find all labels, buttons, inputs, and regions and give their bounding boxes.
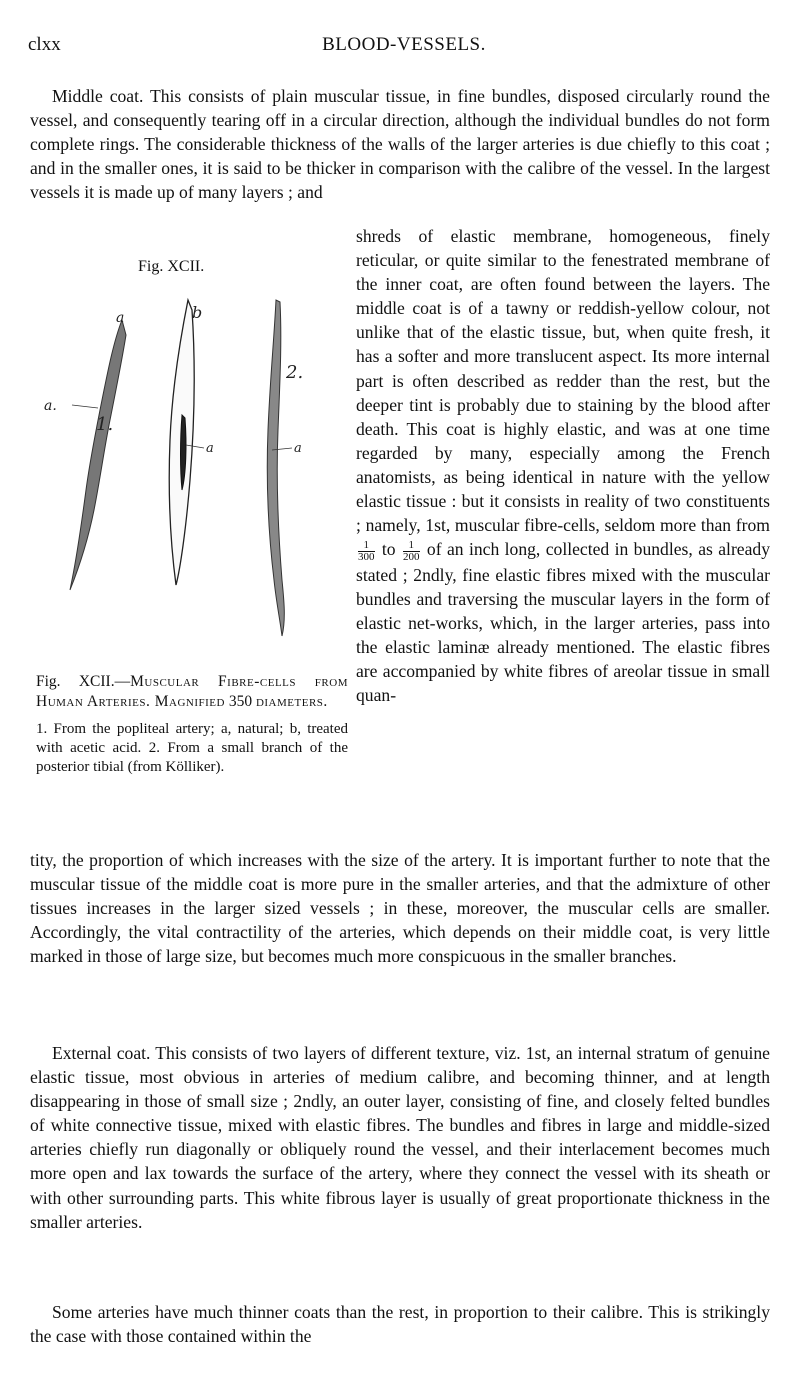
caption-fig-ref: Fig. XCII.— [36, 673, 131, 690]
paragraph-thin-coats: Some arteries have much thinner coats than the rest, in proportion to their calibre. This is strikingly the case with those contained within the [30, 1302, 770, 1347]
running-title: BLOOD-VESSELS. [322, 34, 486, 55]
paragraph-external-coat: External coat. This consists of two layers of different texture, viz. 1st, an internal stratum of genuine elastic tissue, most obvious in arteries of medium calibre, and becoming thinner, and at length disappearing in those of small size ; 2ndly, an outer layer, consisting of fine, and closely felted bundles of white connective tissue, mixed with elastic fibres. The bundles and fibres in large and middle-sized arteries chiefly run diagonally or obliquely round the vessel, and their interlacement becomes much more open and lax towards the surface of the artery, where they connect the vessel with its sheath or with other surrounding parts. This white fibrous layer is usually of great proportionate thickness in the smaller arteries. [30, 1043, 770, 1232]
caption-magnification: 350 [228, 693, 253, 710]
label-a-top: a [116, 310, 125, 326]
word-to: to [381, 539, 396, 560]
leader-line-a [72, 405, 98, 408]
label-a-right: a [294, 441, 302, 456]
fibre-cell-3 [267, 300, 284, 636]
fraction-one-200 [403, 540, 420, 563]
fraction-one-300 [358, 540, 375, 563]
right-column-part1: shreds of elastic membrane, homogeneous, finely reticular, or quite similar to the fenestrated membrane of the inner coat, are often found between the layers. The middle coat is of a tawny or reddish-yellow colour, not unlike that of the elastic tissue, but, when quite fresh, it has a softer and more translucent aspect. Its more internal part is often described as redder than the rest, but the deeper tint is probably due to staining by the blood after death. This coat is highly elastic, and was at one time regarded by many, especially among the French anatomists, as being identical in nature with the yellow elastic tissue : but it consists in reality of two constituents ; namely, 1st, muscular fibre-cells, seldom more than from [356, 226, 770, 536]
label-one: 1. [96, 414, 114, 435]
label-a-left: a. [44, 398, 57, 414]
caption-title-text: Muscular Fibre-cells from Human Arteries. Magnified [36, 673, 348, 710]
page-number: clxx [28, 34, 61, 55]
figure-xcii [30, 250, 350, 660]
fraction2-numerator: 1 [403, 540, 420, 552]
fraction1-numerator: 1 [358, 540, 375, 552]
paragraph-middle-coat: Middle coat. This consists of plain muscular tissue, in fine bundles, disposed circularly round the vessel, and consequently tearing off in a circular direction, although the individual bundles do not form complete rings. The considerable thickness of the walls of the larger arteries is due chiefly to this coat ; and in the smaller ones, it is said to be thicker in comparison with the calibre of the vessel. In the largest vessels it is made up of many layers ; and [30, 86, 770, 203]
fraction1-denominator: 300 [358, 550, 375, 563]
label-b: b [192, 303, 203, 322]
fibre-cell-1 [70, 320, 126, 590]
right-column-part2: of an inch long, collected in bundles, as already stated ; 2ndly, fine elastic fibres mixed with the muscular bundles and traversing the muscular layers in the form of elastic net-works, which, in the larger arteries, pass into the elastic laminæ already mentioned. The elastic fibres are accompanied by white fibres of areolar tissue in small quan- [356, 539, 771, 706]
right-column-text [356, 224, 770, 707]
caption-title-end: diameters. [255, 693, 328, 710]
label-a-middle: a [206, 441, 214, 456]
running-header [24, 34, 784, 60]
label-two: 2. [286, 362, 304, 383]
paragraph-right-column [356, 224, 770, 707]
figure-caption [36, 672, 348, 777]
caption-body: 1. From the popliteal artery; a, natural; b, treated with acetic acid. 2. From a small branch of the posterior tibial (from Kölliker). [36, 721, 348, 775]
figure-label: Fig. XCII. [138, 258, 205, 275]
caption-title [36, 672, 348, 712]
paragraph-continuation: tity, the proportion of which increases with the size of the artery. It is important further to note that the muscular tissue of the middle coat is more pure in the smaller arteries, and that the admixture of other tissues increases in the larger sized vessels ; in these, moreover, the muscular cells are smaller. Accordingly, the vital contractility of the arteries, which depends on their middle coat, is very little marked in those of large size, but becomes much more conspicuous in the smaller branches. [30, 850, 770, 967]
fraction2-denominator: 200 [403, 550, 420, 563]
muscular-fibre-cells-illustration [30, 280, 350, 660]
